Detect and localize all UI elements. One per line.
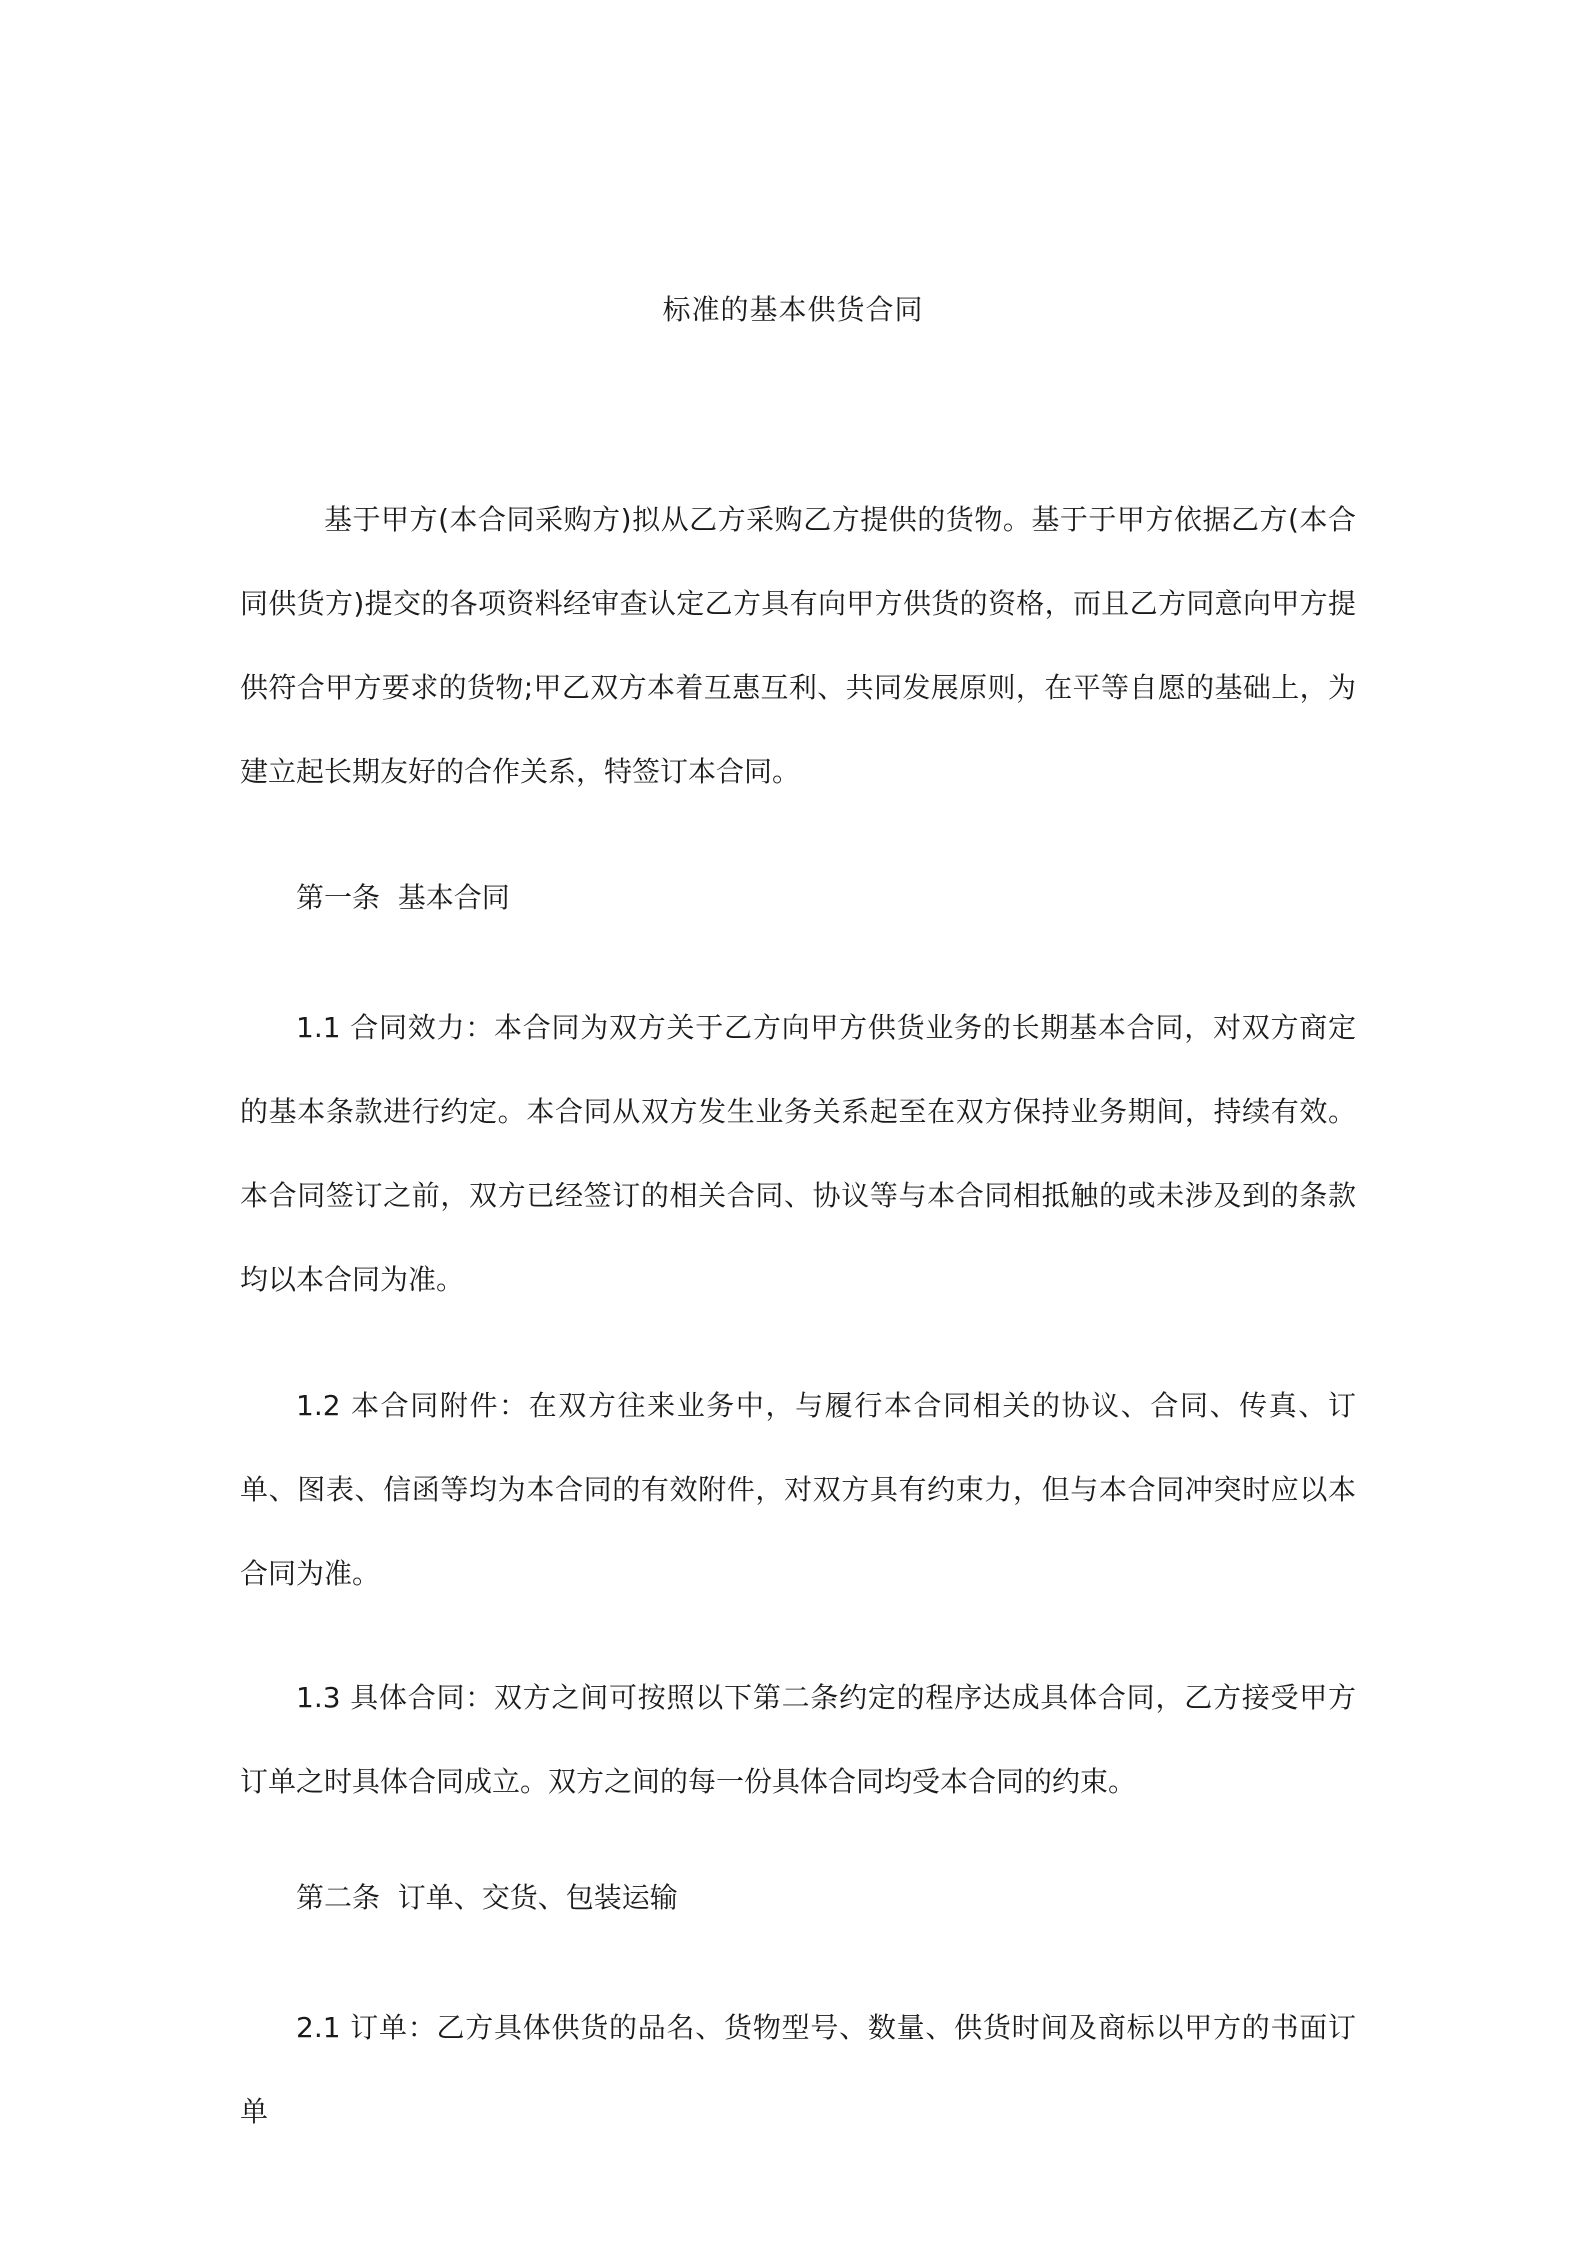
article-2-heading: 第二条 订单、交货、包装运输	[296, 1881, 678, 1914]
clause-2-1: 2.1 订单：乙方具体供货的品名、货物型号、数量、供货时间及商标以甲方的书面订单	[240, 2011, 1356, 2128]
clause-1-3: 1.3 具体合同：双方之间可按照以下第二条约定的程序达成具体合同，乙方接受甲方订单之时具体合同成立。双方之间的每一份具体合同均受本合同的约束。	[240, 1681, 1356, 1798]
clause-1-1: 1.1 合同效力：本合同为双方关于乙方向甲方供货业务的长期基本合同，对双方商定的基本条款进行约定。本合同从双方发生业务关系起至在双方保持业务期间，持续有效。本合同签订之前，双方已经签订的相关合同、协议等与本合同相抵触的或未涉及到的条款均以本合同为准。	[240, 1011, 1356, 1296]
clause-1-2: 1.2 本合同附件：在双方往来业务中，与履行本合同相关的协议、合同、传真、订单、图表、信函等均为本合同的有效附件，对双方具有约束力，但与本合同冲突时应以本合同为准。	[240, 1389, 1356, 1590]
intro-paragraph: 基于甲方(本合同采购方)拟从乙方采购乙方提供的货物。基于于甲方依据乙方(本合同供货方)提交的各项资料经审查认定乙方具有向甲方供货的资格，而且乙方同意向甲方提供符合甲方要求的货物;甲乙双方本着互惠互利、共同发展原则，在平等自愿的基础上，为建立起长期友好的合作关系，特签订本合同。	[240, 503, 1356, 788]
document-title: 标准的基本供货合同	[662, 293, 924, 326]
article-1-heading: 第一条 基本合同	[296, 881, 510, 914]
